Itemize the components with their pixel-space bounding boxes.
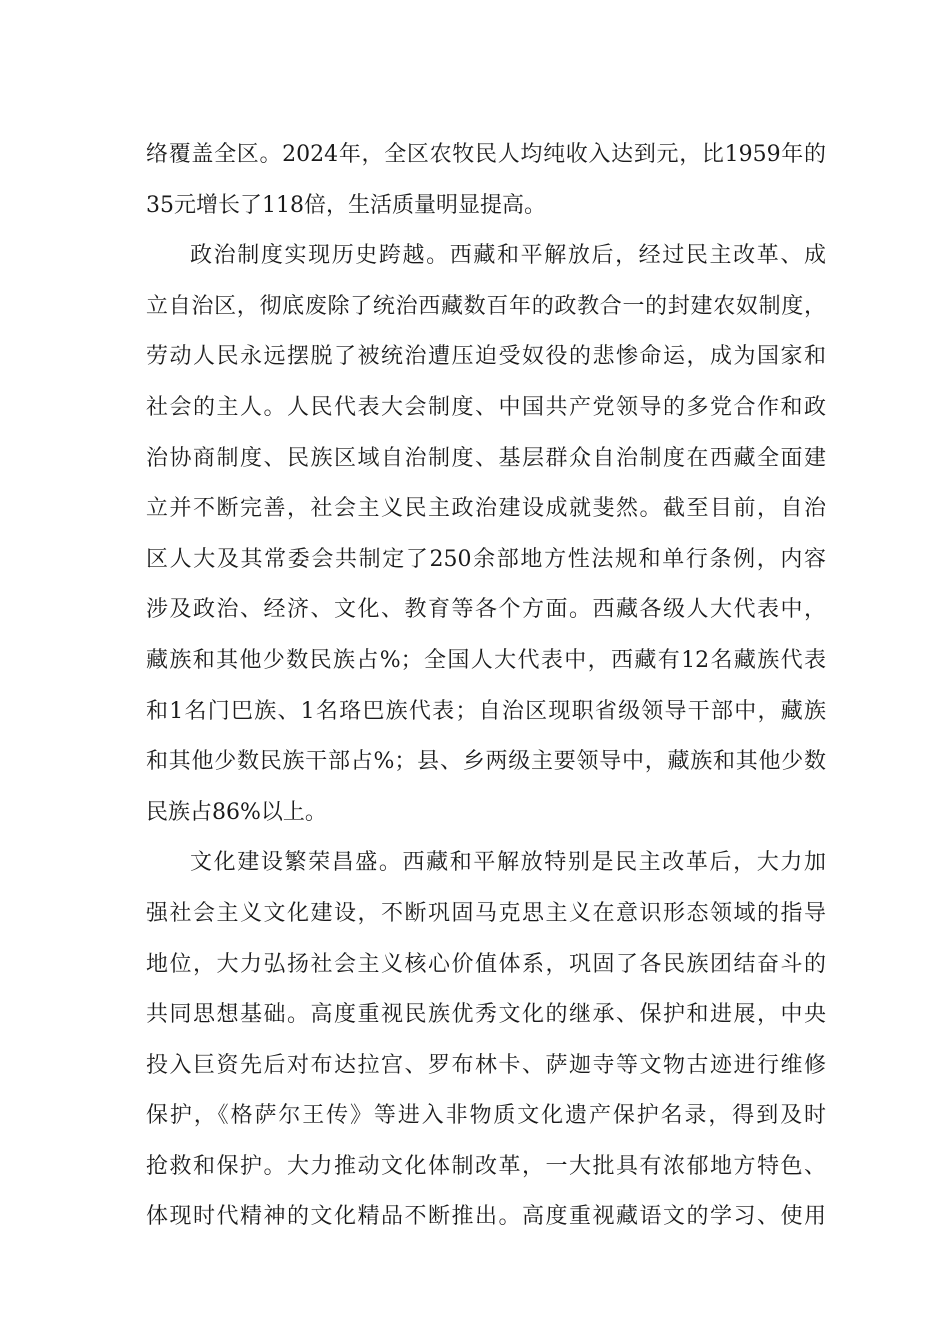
text-line: 涉及政治、经济、文化、教育等各个方面。西藏各级人大代表中， <box>146 597 826 623</box>
text-line: 区人大及其常委会共制定了250余部地方性法规和单行条例，内容 <box>146 546 826 572</box>
text-line: 体现时代精神的文化精品不断推出。高度重视藏语文的学习、使用 <box>146 1204 826 1230</box>
text-line: 抢救和保护。大力推动文化体制改革，一大批具有浓郁地方特色、 <box>146 1153 826 1179</box>
text-line: 和1名门巴族、1名珞巴族代表；自治区现职省级领导干部中，藏族 <box>146 698 826 724</box>
text-line: 络覆盖全区。2024年，全区农牧民人均纯收入达到元，比1959年的 <box>146 142 826 167</box>
text-line: 劳动人民永远摆脱了被统治遭压迫受奴役的悲惨命运，成为国家和 <box>146 344 826 370</box>
text-line: 地位，大力弘扬社会主义核心价值体系，巩固了各民族团结奋斗的 <box>146 951 826 977</box>
text-line: 藏族和其他少数民族占%；全国人大代表中，西藏有12名藏族代表 <box>146 647 826 673</box>
document-body <box>146 130 826 1243</box>
paragraph-first-line: 文化建设繁荣昌盛。西藏和平解放特别是民主改革后，大力加 <box>190 850 826 876</box>
text-line: 立自治区，彻底废除了统治西藏数百年的政教合一的封建农奴制度， <box>146 293 826 319</box>
text-line: 强社会主义文化建设，不断巩固马克思主义在意识形态领域的指导 <box>146 900 826 926</box>
paragraph-first-line: 政治制度实现历史跨越。西藏和平解放后，经过民主改革、成 <box>190 243 826 269</box>
text-line: 治协商制度、民族区域自治制度、基层群众自治制度在西藏全面建 <box>146 445 826 471</box>
text-line: 社会的主人。人民代表大会制度、中国共产党领导的多党合作和政 <box>146 394 826 420</box>
text-line: 保护，《格萨尔王传》等进入非物质文化遗产保护名录，得到及时 <box>146 1103 826 1129</box>
text-line: 民族占86%以上。 <box>146 799 327 825</box>
text-line: 35元增长了118倍，生活质量明显提高。 <box>146 192 546 218</box>
text-line: 立并不断完善，社会主义民主政治建设成就斐然。截至目前，自治 <box>146 496 826 522</box>
text-line: 和其他少数民族干部占%；县、乡两级主要领导中，藏族和其他少数 <box>146 749 826 775</box>
text-line: 投入巨资先后对布达拉宫、罗布林卡、萨迦寺等文物古迹进行维修 <box>146 1052 826 1078</box>
text-line: 共同思想基础。高度重视民族优秀文化的继承、保护和进展，中央 <box>146 1002 826 1028</box>
